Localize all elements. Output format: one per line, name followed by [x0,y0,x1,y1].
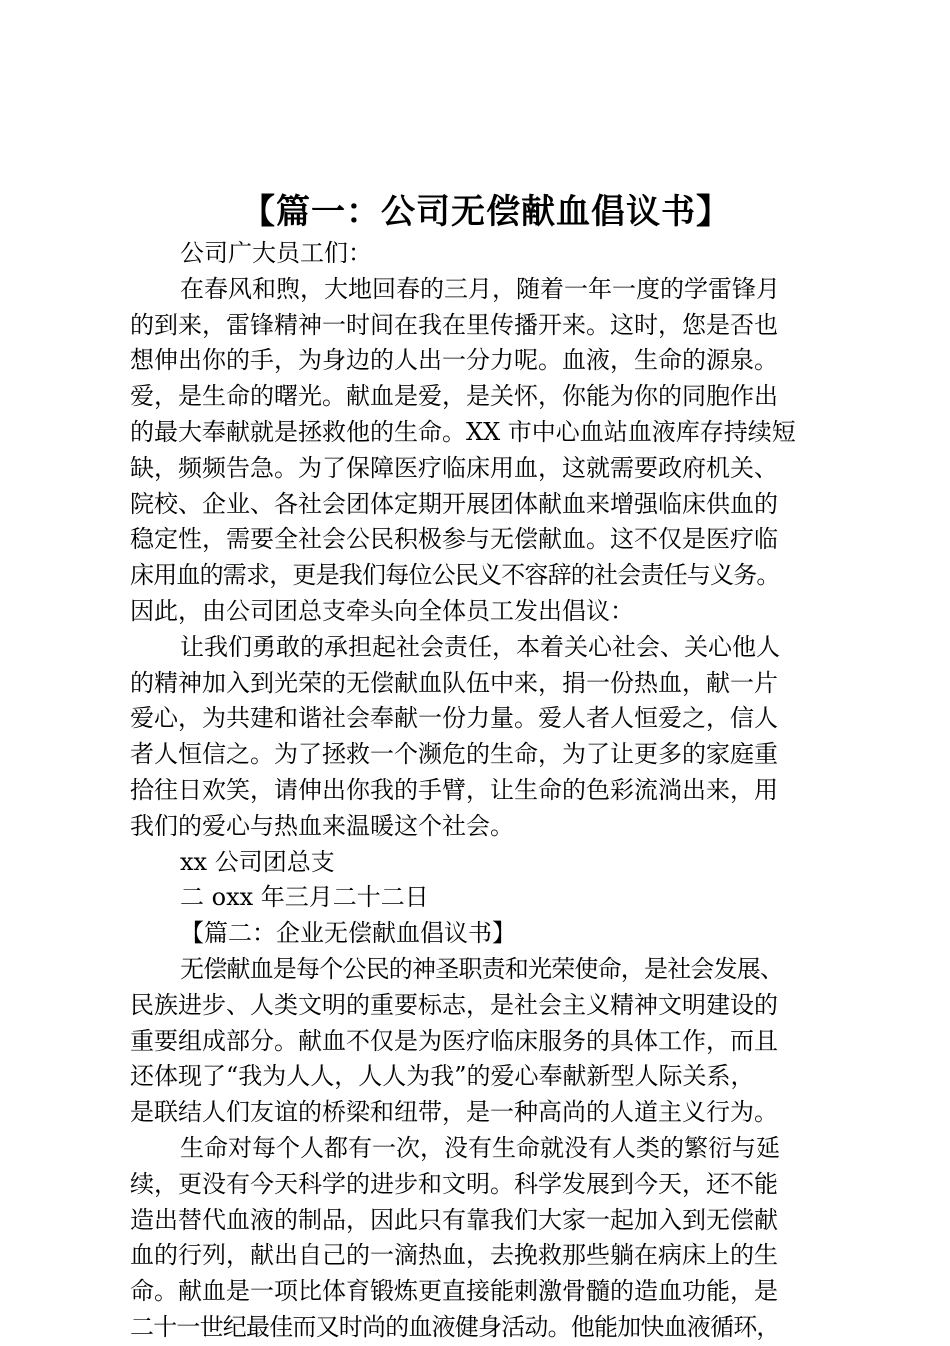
text-line: 床用血的需求，更是我们每位公民义不容辞的社会责任与义务。 [130,561,780,590]
text-line: 想伸出你的手，为身边的人出一分力呢。血液，生命的源泉。 [130,346,778,375]
text-line: 公司广大员工们： [180,239,372,267]
text-line: 者人恒信之。为了拯救一个濒危的生命，为了让更多的家庭重 [130,740,778,769]
text-line: 院校、企业、各社会团体定期开展团体献血来增强临床供血的 [130,489,778,518]
text-line: 续，更没有今天科学的进步和文明。科学发展到今天，还不能 [130,1169,778,1198]
text-line: 血的行列，献出自己的一滴热血，去挽救那些躺在病床上的生 [130,1241,778,1270]
text-line: 的最大奉献就是拯救他的生命。XX 市中心血站血液库存持续短 [130,417,796,446]
text-line: 因此，由公司团总支牵头向全体员工发出倡议： [130,596,634,625]
text-line: 二 oxx 年三月二十二日 [180,883,429,912]
text-line: 还体现了“我为人人，人人为我”的爱心奉献新型人际关系， [130,1062,755,1091]
text-line: 【篇二：企业无偿献血倡议书】 [180,919,516,948]
text-line: 生命对每个人都有一次，没有生命就没有人类的繁衍与延 [180,1133,780,1162]
text-line: 我们的爱心与热血来温暖这个社会。 [130,811,514,840]
document-body [130,236,842,1346]
text-line: 缺，频频告急。为了保障医疗临床用血，这就需要政府机关、 [130,453,778,482]
text-line: 爱心，为共建和谐社会奉献一份力量。爱人者人恒爱之，信人 [130,704,778,733]
text-line: 民族进步、人类文明的重要标志，是社会主义精神文明建设的 [130,990,778,1019]
text-line: 二十一世纪最佳而又时尚的血液健身活动。他能加快血液循环， [130,1312,780,1341]
text-line: 在春风和煦，大地回春的三月，随着一年一度的学雷锋月 [180,274,780,303]
text-line: 的精神加入到光荣的无偿献血队伍中来，捐一份热血，献一片 [130,668,778,697]
text-line: 稳定性，需要全社会公民积极参与无偿献血。这不仅是医疗临 [130,525,778,554]
text-line: 爱，是生命的曙光。献血是爱，是关怀，你能为你的同胞作出 [130,382,778,411]
text-line: 重要组成部分。献血不仅是为医疗临床服务的具体工作，而且 [130,1026,778,1055]
text-line: xx 公司团总支 [180,847,335,876]
text-line: 拾往日欢笑，请伸出你我的手臂，让生命的色彩流淌出来，用 [130,775,778,804]
document-title: 【篇一：公司无偿献血倡议书】 [241,192,731,232]
text-line: 无偿献血是每个公民的神圣职责和光荣使命，是社会发展、 [180,954,784,983]
text-line: 造出替代血液的制品，因此只有靠我们大家一起加入到无偿献 [130,1205,778,1234]
text-line: 命。献血是一项比体育锻炼更直接能刺激骨髓的造血功能，是 [130,1277,778,1306]
text-line: 是联结人们友谊的桥梁和纽带，是一种高尚的人道主义行为。 [130,1098,778,1127]
text-line: 让我们勇敢的承担起社会责任，本着关心社会、关心他人 [180,632,780,661]
text-line: 的到来，雷锋精神一时间在我在里传播开来。这时，您是否也 [130,310,778,339]
document-page [130,188,842,1346]
